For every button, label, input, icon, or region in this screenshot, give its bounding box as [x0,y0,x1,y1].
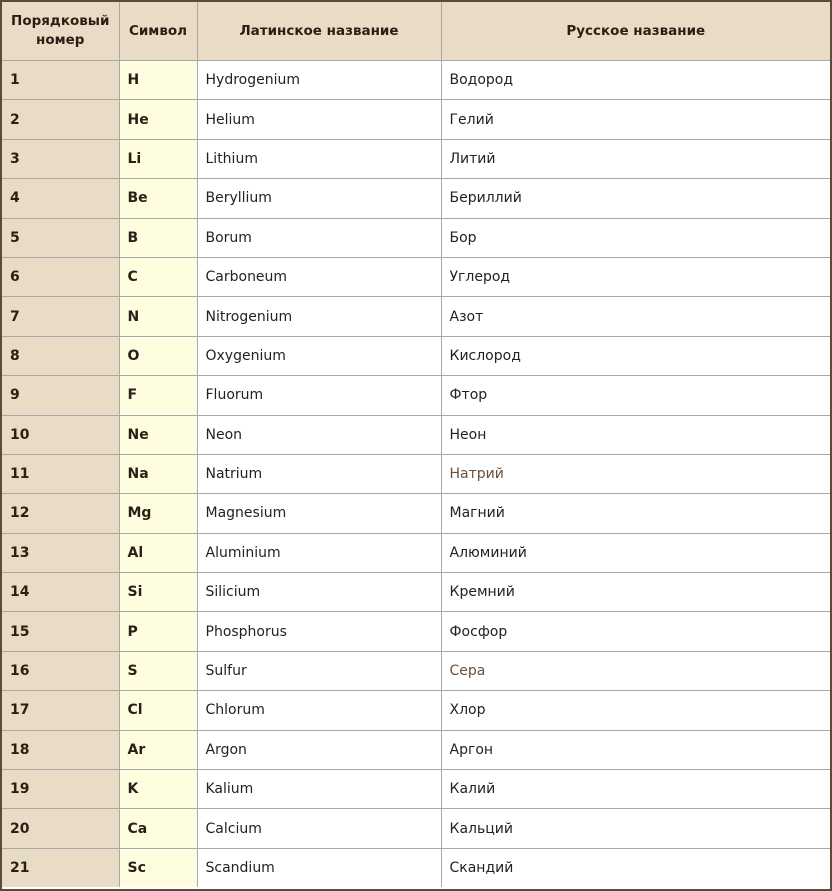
element-number: 10 [2,415,119,454]
element-number: 9 [2,376,119,415]
element-number: 20 [2,809,119,848]
element-number: 14 [2,573,119,612]
element-number: 3 [2,139,119,178]
element-number: 1 [2,61,119,100]
element-russian-name: Неон [441,415,830,454]
element-symbol: Mg [119,494,197,533]
table-row [2,376,830,415]
element-russian-name: Азот [441,297,830,336]
header-symbol: Символ [119,2,197,61]
element-number: 5 [2,218,119,257]
element-symbol: Al [119,533,197,572]
table-row [2,218,830,257]
element-latin-name: Aluminium [197,533,441,572]
element-number: 15 [2,612,119,651]
header-row [2,2,830,61]
element-number: 4 [2,179,119,218]
element-symbol: Si [119,573,197,612]
table-row [2,730,830,769]
element-number: 19 [2,770,119,809]
table-row [2,651,830,690]
element-symbol: S [119,651,197,690]
element-latin-name: Natrium [197,454,441,493]
element-number: 13 [2,533,119,572]
element-number: 12 [2,494,119,533]
element-latin-name: Oxygenium [197,336,441,375]
elements-table [2,2,830,887]
element-symbol: O [119,336,197,375]
table-row [2,100,830,139]
table-row [2,257,830,296]
element-symbol: K [119,770,197,809]
header-latin: Латинское название [197,2,441,61]
table-row [2,139,830,178]
table-row [2,691,830,730]
table-row [2,454,830,493]
element-latin-name: Kalium [197,770,441,809]
element-number: 8 [2,336,119,375]
element-latin-name: Calcium [197,809,441,848]
element-symbol: Ne [119,415,197,454]
element-latin-name: Sulfur [197,651,441,690]
table-row [2,179,830,218]
element-number: 6 [2,257,119,296]
element-latin-name: Beryllium [197,179,441,218]
element-latin-name: Scandium [197,848,441,887]
element-number: 17 [2,691,119,730]
element-russian-name [441,454,830,493]
element-symbol: Li [119,139,197,178]
element-latin-name: Argon [197,730,441,769]
element-russian-name-link[interactable]: Натрий [449,466,504,483]
element-latin-name: Magnesium [197,494,441,533]
element-number: 21 [2,848,119,887]
element-russian-name: Скандий [441,848,830,887]
header-russian: Русское название [441,2,830,61]
element-symbol: B [119,218,197,257]
element-latin-name: Chlorum [197,691,441,730]
table-row [2,297,830,336]
element-symbol: He [119,100,197,139]
table-row [2,494,830,533]
element-symbol: F [119,376,197,415]
element-russian-name: Кислород [441,336,830,375]
table-row [2,809,830,848]
table-row [2,770,830,809]
element-russian-name: Кальций [441,809,830,848]
element-latin-name: Phosphorus [197,612,441,651]
element-russian-name: Магний [441,494,830,533]
element-russian-name: Фосфор [441,612,830,651]
element-russian-name: Гелий [441,100,830,139]
element-latin-name: Borum [197,218,441,257]
table-row [2,61,830,100]
element-russian-name-link[interactable]: Сера [449,663,486,680]
element-symbol: Cl [119,691,197,730]
element-russian-name: Алюминий [441,533,830,572]
element-latin-name: Carboneum [197,257,441,296]
element-latin-name: Neon [197,415,441,454]
element-latin-name: Hydrogenium [197,61,441,100]
table-row [2,336,830,375]
element-latin-name: Fluorum [197,376,441,415]
element-number: 11 [2,454,119,493]
element-russian-name: Углерод [441,257,830,296]
element-russian-name: Бор [441,218,830,257]
element-russian-name: Фтор [441,376,830,415]
element-russian-name: Литий [441,139,830,178]
table-row [2,848,830,887]
element-latin-name: Helium [197,100,441,139]
element-russian-name: Кремний [441,573,830,612]
element-latin-name: Silicium [197,573,441,612]
element-latin-name: Nitrogenium [197,297,441,336]
element-symbol: H [119,61,197,100]
element-russian-name: Водород [441,61,830,100]
element-symbol: P [119,612,197,651]
element-symbol: Ca [119,809,197,848]
element-number: 7 [2,297,119,336]
element-russian-name: Аргон [441,730,830,769]
element-symbol: Ar [119,730,197,769]
element-russian-name: Бериллий [441,179,830,218]
element-russian-name: Калий [441,770,830,809]
element-symbol: N [119,297,197,336]
table-row [2,415,830,454]
element-latin-name: Lithium [197,139,441,178]
table-row [2,612,830,651]
element-russian-name [441,651,830,690]
header-number: Порядковый номер [2,2,119,61]
table-row [2,573,830,612]
element-symbol: Sc [119,848,197,887]
element-symbol: Be [119,179,197,218]
table-row [2,533,830,572]
element-number: 18 [2,730,119,769]
element-symbol: Na [119,454,197,493]
element-number: 16 [2,651,119,690]
element-number: 2 [2,100,119,139]
element-symbol: C [119,257,197,296]
element-russian-name: Хлор [441,691,830,730]
